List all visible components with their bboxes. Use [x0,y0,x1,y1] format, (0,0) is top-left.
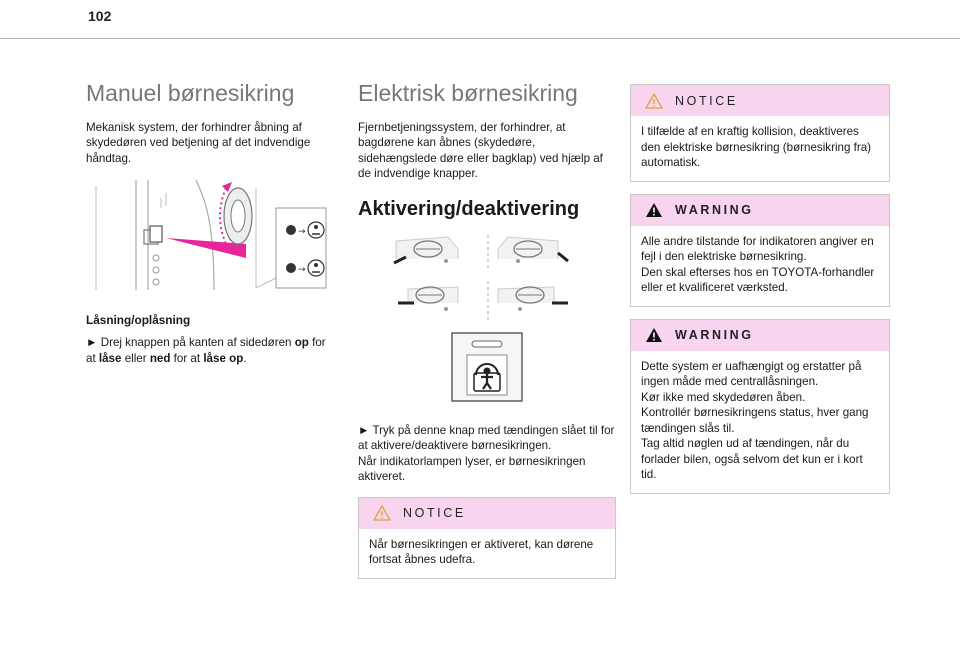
warning-line: Dette system er uafhængigt og erstatter på ingen måde med centrallåsningen. [641,359,862,388]
indicator-note: Når indikatorlampen lyser, er børnesikringen aktiveret. [358,454,586,484]
warning-body [631,226,889,306]
manual-child-lock-section [86,80,336,366]
svg-text:→: → [298,265,306,276]
instruction-text: . [243,351,247,365]
warning-triangle-icon [645,202,663,218]
warning-header [631,195,889,226]
notice-body: Når børnesikringen er aktiveret, kan dørene fortsat åbnes udefra. [369,537,594,567]
instruction-emphasis: ned [149,351,171,365]
svg-text:→: → [298,227,306,238]
warning-line: Den skal efterses hos en TOYOTA-forhandler eller et kvalificeret værksted. [641,265,875,294]
warning-line: Tag altid nøglen ud af tændingen, når du forlader bilen, også selvom det kun er i kort tid. [641,437,863,481]
system-warning-box [630,319,890,494]
manual-instruction [86,335,336,366]
warning-line: Kontrollér børnesikringens status, hver gang tændingen slås til. [641,406,869,435]
indicator-warning-box [630,194,890,307]
instruction-text: for at [170,351,204,365]
lock-unlock-label: Låsning/oplåsning [86,313,191,328]
manual-title: Manuel børnesikring [86,80,295,106]
instruction-text: Drej knappen på kanten af sidedøren [97,336,295,350]
collision-notice-box [630,84,890,182]
notice-title: NOTICE [675,93,738,108]
instruction-emphasis: låse [98,351,122,365]
manual-intro: Mekanisk system, der forhindrer åbning af skydedøren ved betjening af det indvendige håndtag. [86,120,311,165]
activation-subtitle: Aktivering/deaktivering [358,197,580,220]
instruction-emphasis: op [294,336,309,350]
child-lock-button-icon [358,331,616,405]
door-configuration-icon [358,231,616,327]
caution-triangle-icon [373,505,391,521]
electric-child-lock-section [358,80,616,591]
bullet-arrow: ► [86,336,98,350]
safety-sidebar [630,84,890,506]
warning-header [631,320,889,351]
notice-body: I tilfælde af en kraftig kollision, deaktiveres den elektriske børnesikring (børnesikring fra) automatisk. [641,125,872,169]
page-number: 102 [88,8,112,24]
electric-title: Elektrisk børnesikring [358,80,578,106]
notice-title: NOTICE [403,506,466,521]
child-lock-illustration-icon [86,178,336,298]
warning-title: WARNING [675,203,754,217]
warning-title: WARNING [675,328,754,342]
warning-triangle-icon [645,327,663,343]
header-divider [0,38,960,39]
notice-header [631,85,889,116]
electric-instruction: ► Tryk på denne knap med tændingen slået til for at aktivere/deaktivere børnesikringen. [358,423,615,453]
notice-header [359,498,615,529]
instruction-emphasis: låse op [203,351,244,365]
caution-triangle-icon [645,93,663,109]
instruction-text: eller [121,351,150,365]
warning-line: Kør ikke med skydedøren åben. [641,390,806,404]
electric-notice-box [358,497,616,579]
electric-intro: Fjernbetjeningssystem, der forhindrer, at bagdørene kan åbnes (skydedøre, sidehængslede døre eller bagklap) ved hjælp af de indvendige knapper. [358,120,603,181]
instruction-text: for at [86,336,326,365]
warning-line: Alle andre tilstande for indikatoren angiver en fejl i den elektriske børnesikring. [641,234,874,263]
warning-body [631,351,889,493]
manual-child-lock-illustration [86,178,336,303]
